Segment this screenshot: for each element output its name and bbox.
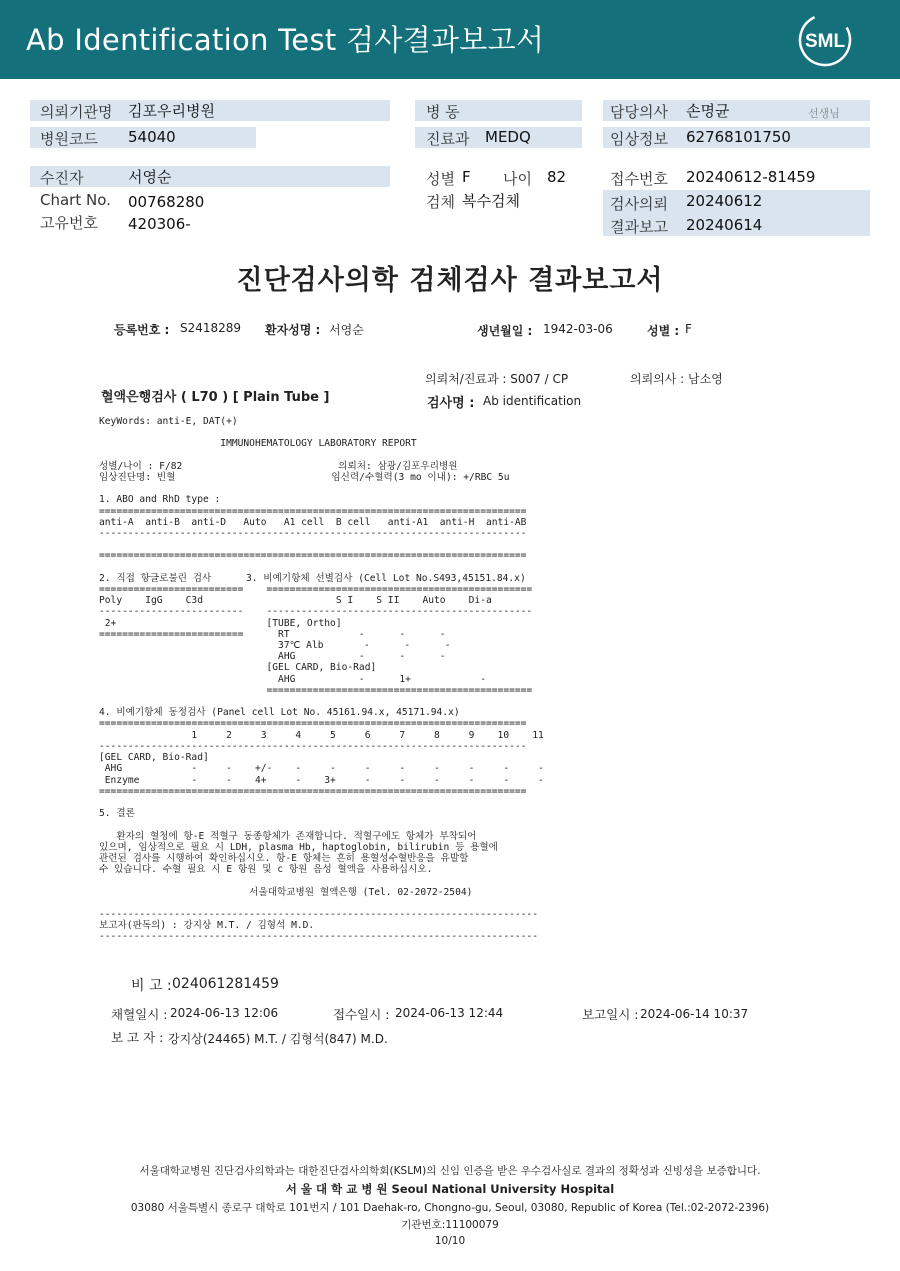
sex-value: F [462, 168, 471, 186]
lab-report-body [99, 416, 544, 943]
ward-label: 병 동 [426, 103, 460, 121]
reg-value: S2418289 [180, 321, 242, 335]
section-title: 혈액은행검사 ( L70 ) [ Plain Tube ] [101, 390, 330, 405]
receive-value: 2024-06-13 12:44 [395, 1006, 504, 1020]
name-label: 환자성명 : [265, 323, 321, 337]
receive-label: 접수일시 : [333, 1007, 390, 1022]
collect-label: 채혈일시 : [111, 1007, 168, 1022]
test-value: Ab identification [483, 394, 582, 408]
report-line: ========================================================================== [99, 550, 527, 562]
code-value: 54040 [128, 128, 176, 146]
report-line: ========================= ============================================== [99, 584, 533, 596]
report-line: 2+ [TUBE, Ortho] [99, 617, 342, 629]
band-patient [30, 166, 390, 187]
report-value: 20240614 [686, 216, 763, 234]
chart-value: 00768280 [128, 193, 205, 211]
report-line: 5. 결론 [99, 808, 135, 820]
report-line: AHG - - - [99, 651, 446, 663]
report-line: 서울대학교병원 혈액은행 (Tel. 02-2072-2504) [99, 886, 473, 898]
report-line: 37℃ Alb - - - [99, 640, 451, 652]
patient-label: 수진자 [40, 169, 84, 187]
report-line: 관련된 검사를 시행하여 확인하십시오. 항-E 항체는 흔히 용혈성수혈반응을 유발할 [99, 852, 469, 864]
report-line: 환자의 혈청에 항-E 적혈구 동종항체가 존재합니다. 적혈구에도 항체가 부착되어 [99, 830, 477, 842]
report-line [99, 898, 544, 909]
footer-certification: 서울대학교병원 진단검사의학과는 대한진단검사의학회(KSLM)의 신임 인증을 받은 우수검사실로 결과의 정확성과 신빙성을 보증합니다. [139, 1165, 761, 1177]
dob-value: 1942-03-06 [543, 322, 613, 336]
report-line: KeyWords: anti-E, DAT(+) [99, 416, 238, 427]
report-line: [GEL CARD, Bio-Rad] [99, 662, 377, 674]
report-line: ---------------------------------------------------------------------------- [99, 908, 538, 920]
doctor-label: 담당의사 [610, 103, 668, 121]
name-value: 서영순 [329, 323, 364, 337]
reported-label: 보고일시 : [582, 1007, 639, 1022]
report-line: ------------------------- ---------------------------------------------- [99, 606, 533, 618]
report-line: ========================= RT - - - [99, 628, 446, 640]
header-bar [0, 0, 900, 79]
report-line: 보고자(판독의) : 강지상 M.T. / 김형석 M.D. [99, 920, 315, 932]
age-label: 나이 [503, 170, 532, 188]
report-line [99, 797, 544, 808]
specimen-value: 복수검체 [462, 192, 520, 210]
report-line: ========================================================================== [99, 718, 527, 730]
dept-value: MEDQ [485, 128, 531, 146]
reported-value: 2024-06-14 10:37 [640, 1007, 749, 1021]
report-line: ========================================================================== [99, 505, 527, 517]
report-line: AHG - 1+ - [99, 673, 486, 685]
sex-label: 성별 [426, 170, 455, 188]
uid-label: 고유번호 [40, 214, 98, 232]
report-line: 1 2 3 4 5 6 7 8 9 10 11 [99, 729, 544, 741]
patient-value: 서영순 [128, 168, 172, 186]
document-title: 진단검사의학 검체검사 결과보고서 [236, 265, 664, 296]
footer-address: 03080 서울특별시 종로구 대학로 101번지 / 101 Daehak-ro, Chongno-gu, Seoul, 03080, Republic of Korea (Tel.:02-2072-2396) [130, 1202, 770, 1214]
report-line [99, 483, 544, 494]
reporter-value: 강지상(24465) M.T. / 김형석(847) M.D. [168, 1032, 388, 1046]
report-line: [GEL CARD, Bio-Rad] [99, 752, 209, 764]
report-line: 임상진단명: 빈혈 임신력/수혈력(3 mo 이내): +/RBC 5u [99, 472, 510, 484]
report-line: ============================================== [99, 684, 533, 696]
report-title: Ab Identification Test 검사결과보고서 [26, 23, 545, 57]
report-line: ---------------------------------------------------------------------------- [99, 931, 538, 943]
chart-label: Chart No. [40, 191, 111, 209]
request-value: 20240612 [686, 192, 763, 210]
age-value: 82 [547, 168, 567, 186]
report-line: ========================================================================== [99, 785, 527, 797]
dept-label: 진료과 [426, 130, 470, 148]
report-line: 2. 직접 항글로불린 검사 3. 비예기항체 선별검사 (Cell Lot No.S493,45151.84.x) [99, 572, 526, 584]
report-line [99, 696, 544, 707]
report-line: IMMUNOHEMATOLOGY LABORATORY REPORT [99, 438, 417, 450]
report-line: anti-A anti-B anti-D Auto A1 cell B cell anti-A1 anti-H anti-AB [99, 516, 527, 528]
report-line: 4. 비예기항체 동정검사 (Panel cell Lot No. 45161.94.x, 45171.94.x) [99, 707, 460, 719]
reporter-label: 보 고 자 : [111, 1030, 164, 1045]
docsex-value: F [685, 322, 692, 336]
remark-label: 비 고 : [131, 978, 172, 994]
collect-value: 2024-06-13 12:06 [170, 1006, 279, 1020]
report-line: 1. ABO and RhD type : [99, 494, 221, 506]
report-line [99, 539, 544, 550]
reg-label: 등록번호 : [114, 323, 170, 337]
report-line: 수 있습니다. 수혈 필요 시 E 항원 및 c 항원 음성 혈액을 사용하십시오. [99, 864, 433, 876]
receipt-value: 20240612-81459 [686, 168, 816, 186]
test-label: 검사명 : [427, 396, 475, 411]
report-line: -------------------------------------------------------------------------- [99, 528, 527, 540]
logo-text: SML [804, 31, 846, 52]
doctor-suffix: 선생님 [808, 107, 840, 120]
dept-line: 의뢰처/진료과 : S007 / CP [425, 372, 569, 386]
report-line [99, 562, 544, 573]
report-line: Enzyme - - 4+ - 3+ - - - - - - [99, 774, 544, 786]
docsex-label: 성별 : [647, 324, 680, 338]
receipt-label: 접수번호 [610, 170, 668, 188]
report-line [99, 450, 544, 461]
page-number: 10/10 [434, 1235, 466, 1247]
specimen-label: 검체 [426, 193, 455, 211]
report-line: -------------------------------------------------------------------------- [99, 740, 527, 752]
dob-label: 생년월일 : [477, 324, 533, 338]
remark-value: 024061281459 [172, 976, 279, 992]
doctor-value: 손명균 [686, 102, 730, 120]
clinical-label: 임상정보 [610, 130, 668, 148]
sml-logo-icon [797, 12, 853, 68]
report-line: 있으며, 임상적으로 필요 시 LDH, plasma Hb, haptoglobin, bilirubin 등 용혈에 [99, 841, 498, 853]
code-label: 병원코드 [40, 130, 98, 148]
report-line [99, 427, 544, 438]
uid-value: 420306- [128, 215, 191, 233]
report-line: Poly IgG C3d S I S II Auto Di-a [99, 595, 492, 607]
footer-hospital: 서 울 대 학 교 병 원 Seoul National University Hospital [285, 1182, 615, 1196]
report-line [99, 819, 544, 830]
report-line: AHG - - +/- - - - - - - - - [99, 763, 544, 775]
report-label: 결과보고 [610, 218, 668, 236]
clinical-value: 62768101750 [686, 128, 791, 146]
org-value: 김포우리병원 [128, 102, 215, 120]
doctor-line: 의뢰의사 : 남소영 [630, 372, 723, 386]
footer-institution-no: 기관번호:11100079 [401, 1219, 499, 1231]
org-label: 의뢰기관명 [40, 103, 113, 121]
request-label: 검사의뢰 [610, 195, 668, 213]
report-line: 성별/나이 : F/82 의뢰처: 삼광/김포우리병원 [99, 460, 458, 472]
report-line [99, 875, 544, 886]
